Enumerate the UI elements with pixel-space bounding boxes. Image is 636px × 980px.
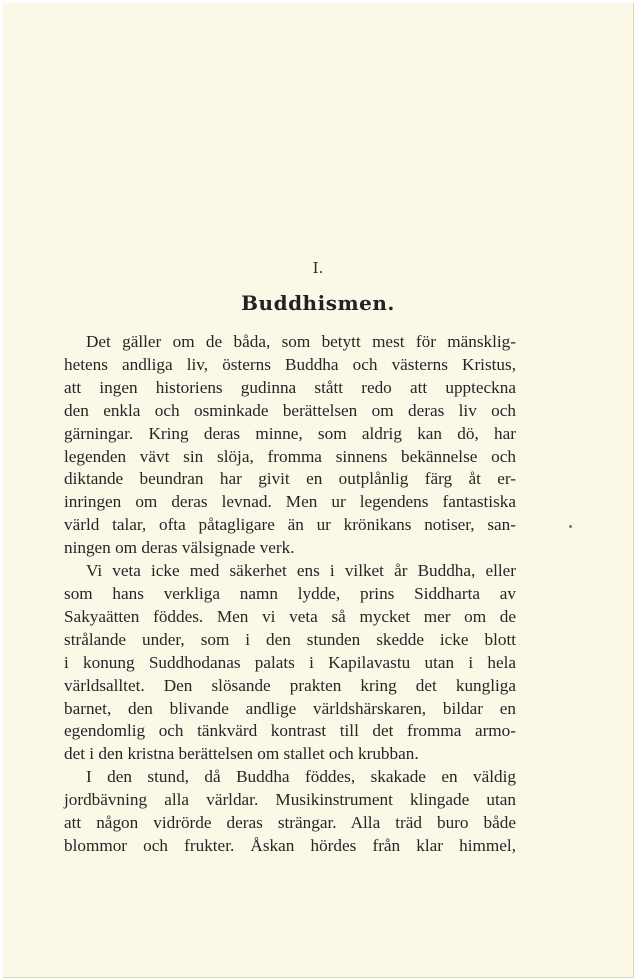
text-line: Vi veta icke med säkerhet ens i vilket år Buddha, eller [86, 561, 516, 581]
paragraph [64, 766, 516, 858]
chapter-title: Buddhismen. [241, 291, 395, 315]
ink-speck [569, 525, 572, 528]
text-line: barnet, den blivande andlige världshärskaren, bildar en [64, 698, 516, 718]
text-line: legenden vävt sin slöja, fromma sinnens bekännelse och [64, 446, 516, 466]
text-line: jordbävning alla världar. Musikinstrument klingade utan [64, 790, 516, 810]
text-line: diktande beundran har givit en outplånlig färg åt er- [64, 469, 516, 489]
text-line: Det gäller om de båda, som betytt mest för mänsklig- [86, 332, 516, 351]
text-line: hetens andliga liv, österns Buddha och västerns Kristus, [64, 354, 516, 374]
text-line: det i den kristna berättelsen om stallet och krubban. [64, 744, 419, 764]
text-line: blommor och frukter. Åskan hördes från klar himmel, [64, 835, 516, 855]
paragraph [64, 560, 516, 766]
body-text [64, 331, 516, 858]
text-line: ningen om deras välsignade verk. [64, 538, 295, 558]
text-line: att ingen historiens gudinna stått redo att uppteckna [64, 377, 516, 397]
text-line: den enkla och osminkade berättelsen om deras liv och [64, 400, 516, 420]
book-page [3, 3, 634, 978]
text-line: att någon vidrörde deras strängar. Alla träd buro både [64, 813, 516, 833]
text-line: strålande under, som i den stunden skedde icke blott [64, 629, 516, 649]
paragraph [64, 331, 516, 560]
text-line: världsalltet. Den slösande prakten kring det kungliga [64, 675, 516, 695]
text-line: som hans verkliga namn lydde, prins Siddharta av [64, 583, 516, 603]
text-line: gärningar. Kring deras minne, som aldrig kan dö, har [64, 423, 516, 443]
chapter-number: I. [312, 259, 324, 277]
text-line: värld talar, ofta påtagligare än ur krönikans notiser, san- [64, 515, 516, 535]
text-line: I den stund, då Buddha föddes, skakade en väldig [86, 767, 516, 787]
text-line: Sakyaätten föddes. Men vi veta så mycket mer om de [64, 606, 516, 626]
text-line: i konung Suddhodanas palats i Kapilavastu utan i hela [64, 652, 516, 672]
text-line: egendomlig och tänkvärd kontrast till det fromma armo- [64, 721, 516, 741]
text-line: inringen om deras levnad. Men ur legendens fantastiska [64, 492, 516, 512]
